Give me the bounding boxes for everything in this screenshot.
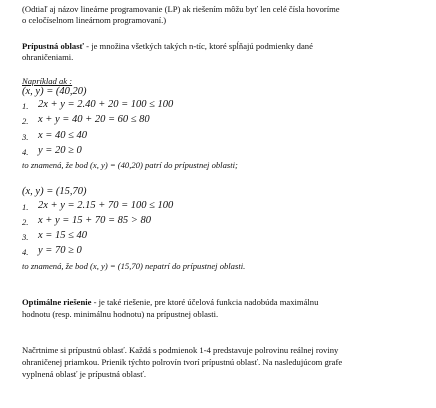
- feasible-region-def-1: - je množina všetkých takých n-tíc, ktoré spĺňajú podmienky dané: [84, 41, 313, 51]
- optimal-solution-def-2: hodnotu (resp. minimálnu hodnotu) na prípustnej oblasti.: [22, 309, 219, 319]
- example2-row-equation: x + y = 15 + 70 = 85 > 80: [38, 215, 151, 226]
- optimal-solution-definition: [22, 297, 318, 308]
- example1-row-number: 2.: [22, 116, 29, 126]
- example1-row-number: 4.: [22, 147, 29, 157]
- example1-row-equation: x = 40 ≤ 40: [38, 130, 88, 141]
- example2-row-equation: x = 15 ≤ 40: [38, 230, 88, 241]
- sketch-line-2: ohraničenej priamkou. Prienik týchto polrovín tvorí prípustnú oblasť. Na nasledujúcom grafe: [22, 357, 343, 367]
- example2-row-equation: y = 70 ≥ 0: [38, 245, 82, 256]
- optimal-solution-term: Optimálne riešenie: [22, 297, 92, 307]
- example-label: Napríklad ak :: [22, 76, 73, 86]
- example2-row-equation: 2x + y = 2.15 + 70 = 100 ≤ 100: [38, 200, 174, 211]
- example1-conclusion: to znamená, že bod (x, y) = (40,20) patrí do prípustnej oblasti;: [22, 160, 238, 170]
- feasible-region-term: Prípustná oblasť: [22, 41, 85, 51]
- intro-line-1: (Odtiaľ aj názov lineárne programovanie (LP) ak riešením môžu byť len celé čísla hovoríme: [22, 4, 340, 14]
- example1-row-equation: x + y = 40 + 20 = 60 ≤ 80: [38, 114, 150, 125]
- sketch-line-3: vyplnená oblasť je prípustná oblasť.: [22, 369, 147, 379]
- optimal-solution-def-1: - je také riešenie, pre ktoré účelová funkcia nadobúda maximálnu: [91, 297, 319, 307]
- feasible-region-definition: [22, 41, 313, 52]
- example1-row-equation: 2x + y = 2.40 + 20 = 100 ≤ 100: [38, 99, 174, 110]
- example2-row-number: 4.: [22, 247, 29, 257]
- sketch-line-1: Načrtnime si prípustnú oblasť. Každá s podmienok 1-4 predstavuje polrovinu reálnej roviny: [22, 345, 339, 355]
- example1-row-number: 3.: [22, 132, 29, 142]
- example2-conclusion: to znamená, že bod (x, y) = (15,70) nepatrí do prípustnej oblasti.: [22, 261, 246, 271]
- example2-point: (x, y) = (15,70): [22, 186, 87, 197]
- example2-row-number: 2.: [22, 217, 29, 227]
- example2-row-number: 1.: [22, 202, 29, 212]
- example1-row-number: 1.: [22, 101, 29, 111]
- intro-line-2: o celočíselnom lineárnom programovaní.): [22, 15, 167, 25]
- example2-row-number: 3.: [22, 232, 29, 242]
- example1-point: (x, y) = (40,20): [22, 86, 87, 97]
- example1-row-equation: y = 20 ≥ 0: [38, 145, 82, 156]
- feasible-region-def-2: ohraničeniami.: [22, 52, 74, 62]
